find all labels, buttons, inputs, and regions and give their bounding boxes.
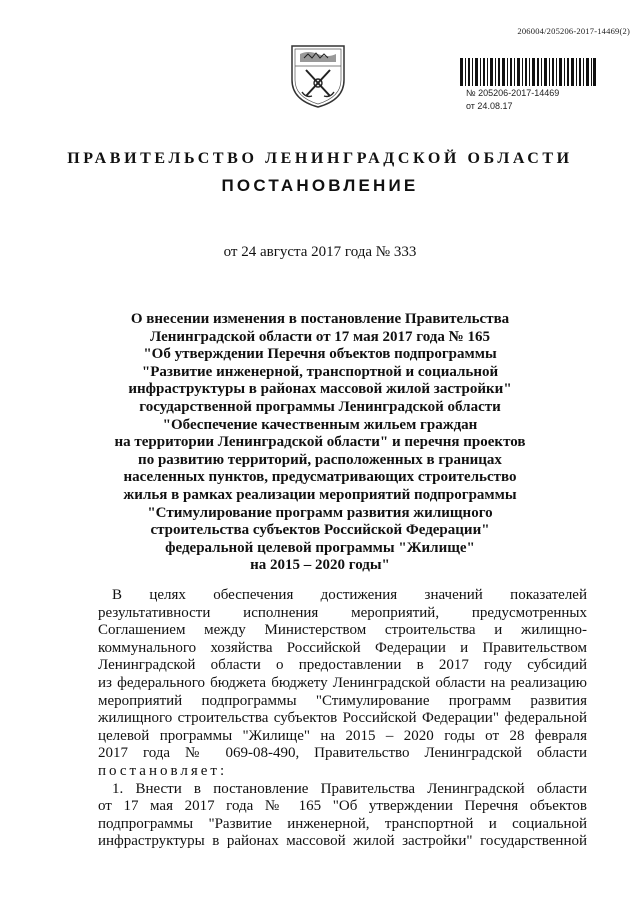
body-line: коммунального хозяйства Российской Федерации и Правительством	[98, 639, 587, 656]
body-line: из федерального бюджета бюджету Ленинградской области на реализацию	[98, 674, 587, 691]
heading-line: жилья в рамках реализации мероприятий подпрограммы	[123, 486, 517, 503]
heading-line: населенных пунктов, предусматривающих строительство	[123, 469, 517, 486]
leningrad-oblast-coat-of-arms-icon	[286, 40, 350, 110]
heading-line: Ленинградской области от 17 мая 2017 года № 165	[150, 328, 490, 345]
heading-line: по развитию территорий, расположенных в границах	[138, 451, 502, 468]
government-title: ПРАВИТЕЛЬСТВО ЛЕНИНГРАДСКОЙ ОБЛАСТИ	[67, 150, 573, 167]
body-line: от 17 мая 2017 года № 165 "Об утверждении Перечня объектов	[98, 798, 587, 815]
body-line: Ленинградской области о предоставлении в 2017 году субсидий	[98, 657, 587, 674]
body-line: жилищного строительства субъектов Российской Федерации" федеральной	[98, 710, 587, 727]
heading-line: "Обеспечение качественным жильем граждан	[162, 416, 478, 433]
body-line: В целях обеспечения достижения значений показателей	[112, 587, 587, 603]
heading-line: государственной программы Ленинградской области	[139, 398, 501, 415]
heading-line: на 2015 – 2020 годы"	[250, 557, 390, 574]
heading-line: федеральной целевой программы "Жилище"	[165, 539, 475, 556]
registration-date: от 24.08.17	[466, 101, 513, 111]
body-text	[98, 587, 587, 851]
body-line: 1. Внести в постановление Правительства Ленинградской области	[112, 780, 587, 797]
body-line: подпрограммы "Развитие инженерной, транспортной и социальной	[98, 815, 587, 832]
heading-line: "Об утверждении Перечня объектов подпрограммы	[143, 346, 497, 363]
document-type: ПОСТАНОВЛЕНИЕ	[221, 176, 419, 195]
heading-line: строительства субъектов Российской Федерации"	[150, 522, 490, 539]
resolution-heading	[110, 311, 530, 575]
heading-line: "Развитие инженерной, транспортной и социальной	[141, 363, 499, 380]
document-date-number: от 24 августа 2017 года № 333	[223, 244, 417, 260]
barcode-icon	[460, 58, 596, 86]
body-line: целевой программы "Жилище" на 2015 – 2020 годы от 28 февраля	[98, 727, 587, 744]
body-line: Соглашением между Министерством строительства и жилищно-	[98, 622, 587, 639]
heading-line: на территории Ленинградской области" и перечня проектов	[114, 434, 526, 451]
heading-line: О внесении изменения в постановление Правительства	[130, 311, 510, 327]
body-line: инфраструктуры в районах массовой жилой застройки" государственной	[98, 833, 587, 850]
heading-line: инфраструктуры в районах массовой жилой застройки"	[128, 381, 512, 398]
body-line: 2017 года № 069-08-490, Правительство Ленинградской области	[98, 745, 587, 762]
heading-line: "Стимулирование программ развития жилищного	[147, 504, 493, 521]
body-line: мероприятий подпрограммы "Стимулирование программ развития	[98, 692, 587, 709]
registration-number: № 205206-2017-14469	[466, 88, 560, 98]
document-reference-number: 206004/205206-2017-14469(2)	[517, 26, 630, 36]
body-line: результативности исполнения мероприятий, предусмотренных	[98, 604, 587, 621]
body-line: постановляет:	[98, 762, 228, 779]
